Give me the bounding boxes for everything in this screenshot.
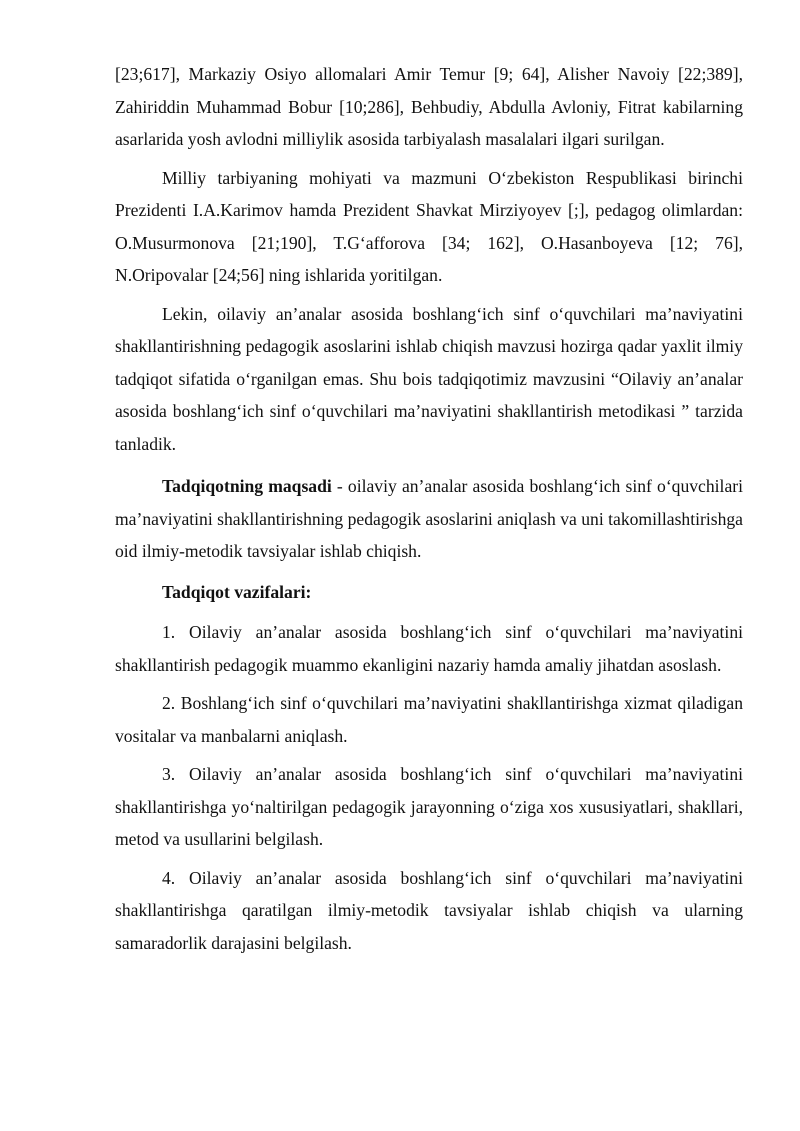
paragraph-research-goal — [115, 470, 743, 568]
document-page — [115, 58, 743, 959]
research-task-3: 3. Oilaviy an’analar asosida boshlang‘ich sinf o‘quvchilari ma’naviyatini shakllantirishga yo‘naltirilgan pedagogik jarayonning o‘ziga xos xususiyatlari, shakllari, metod va usullarini belgilash. — [115, 764, 743, 849]
research-task-4: 4. Oilaviy an’analar asosida boshlang‘ich sinf o‘quvchilari ma’naviyatini shakllantirishga qaratilgan ilmiy-metodik tavsiyalar ishlab chiqish va ularning samaradorlik darajasini belgilash. — [115, 867, 743, 953]
research-goal-text: - oilaviy an’analar asosida boshlang‘ich sinf o‘quvchilari ma’naviyatini shakllantirishning pedagogik asoslarini aniqlash va uni takomillashtirishga oid ilmiy-metodik tavsiyalar ishlab chiqish. — [115, 476, 744, 561]
paragraph-national-upbringing: Milliy tarbiyaning mohiyati va mazmuni O‘zbekiston Respublikasi birinchi Prezidenti I.A.Karimov hamda Prezident Shavkat Mirziyoyev [;], pedagog olimlardan: O.Musurmonova [21;190], T.G‘afforova [34; 162], O.Hasanboyeva [12; 76], N.Oripovalar [24;56] ning ishlarida yoritilgan. — [115, 167, 743, 285]
research-goal-label: Tadqiqotning maqsadi — [162, 476, 332, 496]
research-tasks-heading: Tadqiqot vazifalari: — [162, 581, 312, 602]
research-task-2: 2. Boshlang‘ich sinf o‘quvchilari ma’naviyatini shakllantirishga xizmat qiladigan vositalar va manbalarni aniqlash. — [115, 693, 743, 746]
research-task-1: 1. Oilaviy an’analar asosida boshlang‘ich sinf o‘quvchilari ma’naviyatini shakllantirish pedagogik muammo ekanligini nazariy hamda amaliy jihatdan asoslash. — [115, 622, 743, 675]
paragraph-research-topic: Lekin, oilaviy an’analar asosida boshlang‘ich sinf o‘quvchilari ma’naviyatini shakllantirishning pedagogik asoslarini ishlab chiqish mavzusi hozirga qadar yaxlit ilmiy tadqiqot sifatida o‘rganilgan emas. Shu bois tadqiqotimiz mavzusini “Oilaviy an’analar asosida boshlang‘ich sinf o‘quvchilari ma’naviyatini shakllantirish metodikasi ” tarzida tanladik. — [115, 303, 743, 454]
paragraph-literature-review: [23;617], Markaziy Osiyo allomalari Amir Temur [9; 64], Alisher Navoiy [22;389], Zahiriddin Muhammad Bobur [10;286], Behbudiy, Abdulla Avloniy, Fitrat kabilarning asarlarida yosh avlodni milliylik asosida tarbiyalash masalalari ilgari surilgan. — [115, 64, 743, 149]
